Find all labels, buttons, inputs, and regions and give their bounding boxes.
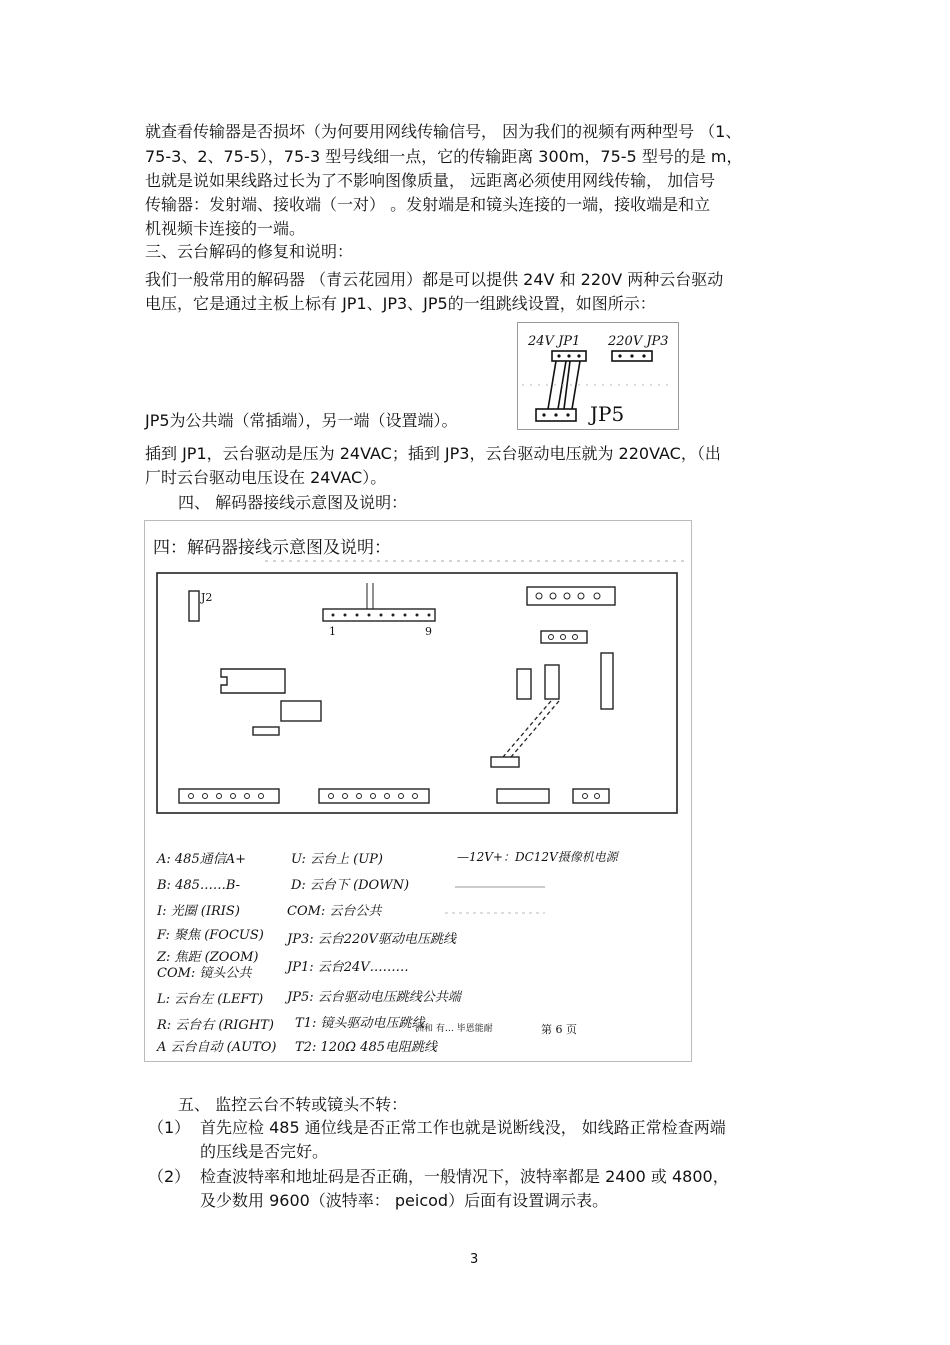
paragraph-line: 我们一般常用的解码器 （青云花园用）都是可以提供 24V 和 220V 两种云台驱动 bbox=[145, 270, 724, 289]
paragraph-line: JP5为公共端（常插端），另一端（设置端）。 bbox=[145, 411, 458, 430]
legend-item: COM: 云台公共 bbox=[287, 904, 382, 919]
legend-item: I: 光圈 (IRIS) bbox=[157, 904, 240, 919]
paragraph-line: 电压，它是通过主板上标有 JP1、JP3、JP5的一组跳线设置，如图所示： bbox=[145, 294, 656, 313]
section-heading: 四、 解码器接线示意图及说明： bbox=[178, 493, 408, 512]
legend-item: B: 485……B- bbox=[157, 878, 241, 893]
legend-item: F: 聚焦 (FOCUS) bbox=[157, 928, 264, 943]
jp5-label: JP5 bbox=[590, 402, 625, 426]
paragraph-line: 也就是说如果线路过长为了不影响图像质量， 远距离必须使用网线传输， 加信号 bbox=[145, 171, 716, 190]
legend-item: U: 云台上 (UP) bbox=[291, 852, 383, 867]
legend-item: JP3: 云台220V驱动电压跳线 bbox=[287, 932, 456, 947]
list-item: 及少数用 9600（波特率： peicod）后面有设置调示表。 bbox=[200, 1191, 609, 1210]
smudge-text: 洲和 有… 毕恩能耐 bbox=[415, 1024, 493, 1034]
paragraph-line: 插到 JP1，云台驱动是压为 24VAC；插到 JP3，云台驱动电压就为 220VAC，（出 bbox=[145, 444, 721, 463]
list-item: 检查波特率和地址码是否正确，一般情况下，波特率都是 2400 或 4800， bbox=[200, 1167, 729, 1186]
paragraph-line: 就查看传输器是否损坏（为何要用网线传输信号， 因为我们的视频有两种型号 （1、 bbox=[145, 122, 742, 141]
jp3-label: 220V JP3 bbox=[608, 334, 669, 349]
paragraph-line: 75-3、2、75-5），75-3 型号线细一点，它的传输距离 300m，75-5 型号的是 m， bbox=[145, 147, 743, 166]
paragraph-line: 机视频卡连接的一端。 bbox=[145, 219, 306, 238]
list-item: 首先应检 485 通位线是否正常工作也就是说断线没， 如线路正常检查两端 bbox=[200, 1118, 726, 1137]
list-number: （1） bbox=[148, 1118, 191, 1137]
pin-9-label: 9 bbox=[425, 625, 432, 638]
diagram-title: 四：解码器接线示意图及说明： bbox=[153, 538, 391, 558]
page-mark: 第 6 页 bbox=[541, 1023, 577, 1036]
pin-1-label: 1 bbox=[329, 625, 336, 638]
legend-item: A: 485通信A+ bbox=[157, 852, 246, 867]
decoder-wiring-diagram bbox=[144, 520, 692, 1062]
j2-label: J2 bbox=[201, 591, 213, 604]
section-heading: 五、 监控云台不转或镜头不转： bbox=[178, 1095, 408, 1114]
legend-item: R: 云台右 (RIGHT) bbox=[157, 1018, 274, 1033]
paragraph-line: 厂时云台驱动电压设在 24VAC）。 bbox=[145, 468, 387, 487]
legend-item: JP1: 云台24V……… bbox=[287, 960, 409, 975]
legend-item: T1: 镜头驱动电压跳线 bbox=[295, 1016, 425, 1031]
list-number: （2） bbox=[148, 1167, 191, 1186]
legend-item: Z: 焦距 (ZOOM) bbox=[157, 950, 259, 965]
legend-item: L: 云台左 (LEFT) bbox=[157, 992, 264, 1007]
jp1-label: 24V JP1 bbox=[528, 334, 581, 349]
legend-item: JP5: 云台驱动电压跳线公共端 bbox=[287, 990, 461, 1005]
list-item: 的压线是否完好。 bbox=[200, 1142, 329, 1161]
paragraph-line: 传输器：发射端、接收端（一对） 。发射端是和镜头连接的一端，接收端是和立 bbox=[145, 195, 711, 214]
power-connector bbox=[527, 587, 615, 605]
legend-item: —12V+：DC12V摄像机电源 bbox=[457, 850, 618, 864]
legend-item: D: 云台下 (DOWN) bbox=[291, 878, 410, 893]
legend-item: T2: 120Ω 485电阻跳线 bbox=[295, 1040, 437, 1055]
section-heading: 三、云台解码的修复和说明： bbox=[145, 242, 354, 261]
jumper-figure bbox=[517, 322, 679, 430]
legend-item: COM: 镜头公共 bbox=[157, 966, 252, 981]
legend-item: A 云台自动 (AUTO) bbox=[157, 1040, 277, 1055]
page-number: 3 bbox=[470, 1252, 479, 1267]
